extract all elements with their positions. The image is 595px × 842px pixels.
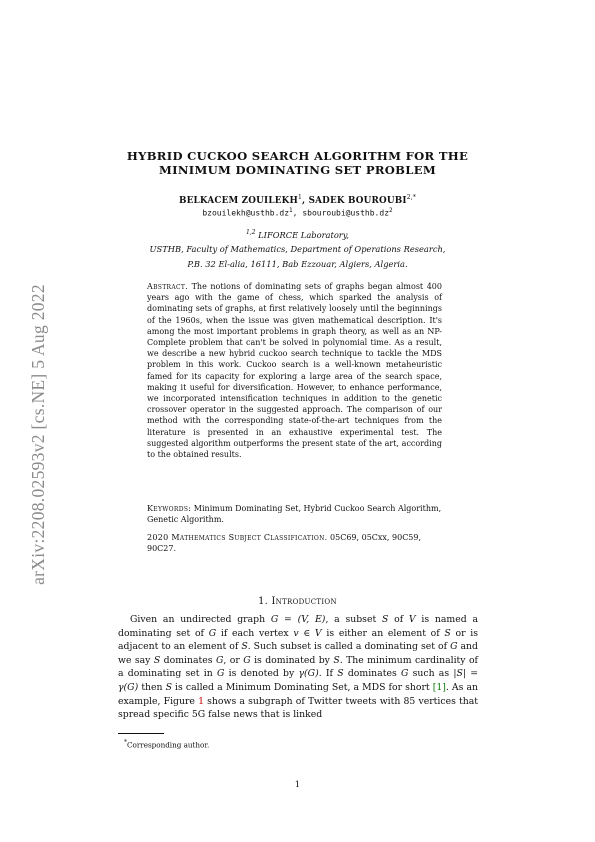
msc-label: 2020 Mathematics Subject Classification. xyxy=(147,533,328,542)
abstract xyxy=(147,281,442,460)
footnote-marker: * xyxy=(124,739,127,746)
title-line-1: HYBRID CUCKOO SEARCH ALGORITHM FOR THE xyxy=(126,149,469,163)
email-2-sup: 2 xyxy=(389,207,393,214)
paper-title xyxy=(0,149,595,177)
msc-classification xyxy=(147,532,442,554)
page-number: 1 xyxy=(294,780,301,790)
affiliation-sup: 1,2 xyxy=(245,229,256,236)
figure-1-link[interactable]: 1 xyxy=(198,695,205,707)
footnote-rule xyxy=(118,733,164,734)
intro-paragraph: Given an undirected graph G = (V, E), a subset S of V is named a dominating set of G if each vertex v ∈ V is either an element of S or is adjacent to an element of S. Such subset is called a dominating set of G and we say S dominates G, or G is dominated by S. The minimum cardinality of a dominating set in G is denoted by γ(G). If S dominates G such as |S| = γ(G) then S is called a Minimum Dominating Set, a MDS for short [1]. As an example, Figure 1 shows a subgraph of Twitter tweets with 85 vertices that spread specific 5G false news that is linked xyxy=(118,614,478,721)
title-line-2: MINIMUM DOMINATING SET PROBLEM xyxy=(159,163,436,177)
footnote-text: Corresponding author. xyxy=(127,740,210,750)
author-2-sup: 2,* xyxy=(406,194,417,201)
keywords-text: Minimum Dominating Set, Hybrid Cuckoo Search Algorithm, Genetic Algorithm. xyxy=(147,504,442,525)
affiliation-line-1: LIFORCE Laboratory, xyxy=(255,229,349,240)
author-separator: , xyxy=(302,195,309,206)
keywords-label: Keywords: xyxy=(147,504,192,513)
section-heading: 1. Introduction xyxy=(258,596,337,607)
author-list xyxy=(0,194,595,206)
arxiv-stamp xyxy=(28,262,48,607)
affiliation-line-2: USTHB, Faculty of Mathematics, Department of Operations Research, xyxy=(149,244,446,255)
email-2[interactable]: sbouroubi@usthb.dz xyxy=(302,208,390,218)
affiliation-line-3: P.B. 32 El-alia, 16111, Bab Ezzouar, Algiers, Algeria. xyxy=(187,258,408,269)
author-2: SADEK BOUROUBI xyxy=(308,195,407,206)
author-1-sup: 1 xyxy=(298,194,303,201)
abstract-label: Abstract. xyxy=(147,282,188,291)
email-1[interactable]: bzouilekh@usthb.dz xyxy=(202,208,290,218)
email-1-sup: 1 xyxy=(289,207,293,214)
email-separator: , xyxy=(292,208,303,218)
introduction-text xyxy=(118,613,478,722)
keywords xyxy=(147,503,442,525)
author-emails xyxy=(0,207,595,218)
author-1: BELKACEM ZOUILEKH xyxy=(178,195,299,206)
arxiv-stamp-text: arXiv:2208.02593v2 [cs.NE] 5 Aug 2022 xyxy=(27,284,48,585)
footnote xyxy=(124,739,209,749)
abstract-text: The notions of dominating sets of graphs began almost 400 years ago with the game of chess, which sparked the analysis of dominating sets of graphs, at first relatively loosely until the beginnings of the 1960s, when the issue was given mathematical description. It's among the most important problems in graph theory, as well as an NP-Complete problem that can't be solved in polynomial time. As a result, we describe a new hybrid cuckoo search technique to tackle the MDS problem in this work. Cuckoo search is a well-known metaheuristic famed for its capacity for exploring a large area of the search space, making it useful for diversification. However, to enhance performance, we incorporated intensification techniques in addition to the genetic crossover operator in the suggested approach. The comparison of our method with the corresponding state-of-the-art techniques from the literature is presented in an exhaustive experimental test. The suggested algorithm outperforms the present state of the art, according to the obtained results. xyxy=(147,282,442,460)
citation-link-1[interactable]: [1] xyxy=(432,681,446,693)
affiliation xyxy=(0,226,595,271)
msc-text: 05C69, 05Cxx, 90C59, 90C27. xyxy=(147,533,422,554)
